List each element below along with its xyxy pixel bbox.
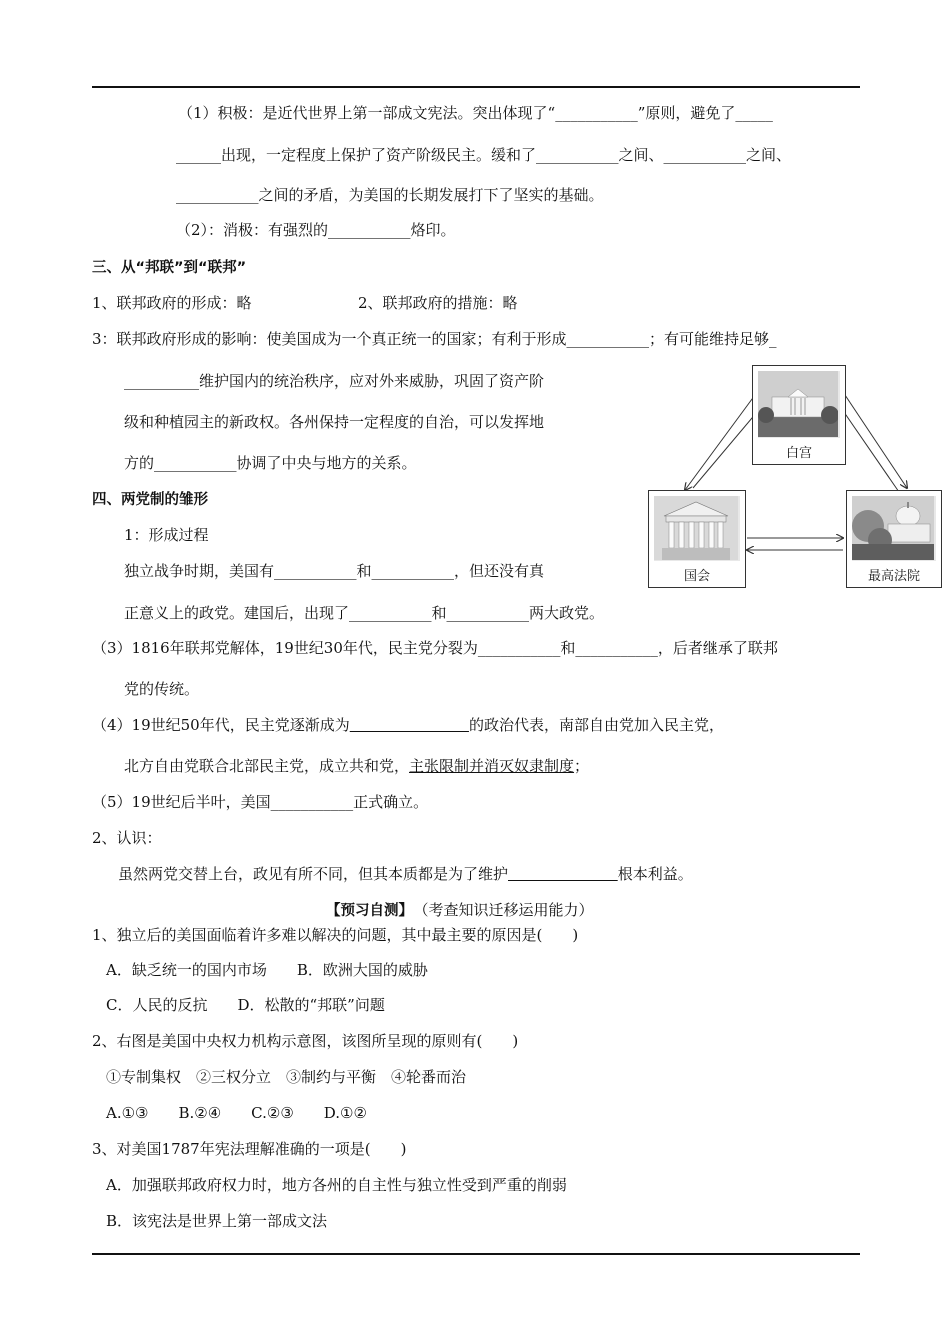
text-line: __________维护国内的统治秩序，应对外来威胁，巩固了资产阶 bbox=[124, 372, 545, 390]
section-heading: 四、两党制的雏形 bbox=[92, 492, 208, 508]
text-line: 1：形成过程 bbox=[124, 526, 209, 544]
text-span: （4）19世纪50年代，民主党逐渐成为 bbox=[92, 716, 350, 734]
text-span: 根本利益。 bbox=[617, 865, 693, 883]
congress-node bbox=[648, 490, 746, 588]
text-span: 的政治代表，南部自由党加入民主党， bbox=[468, 716, 724, 734]
question-line: 1、独立后的美国面临着许多难以解决的问题，其中最主要的原因是( ) bbox=[92, 926, 579, 944]
congress-image bbox=[654, 496, 740, 561]
arrow-court-to-whitehouse bbox=[837, 402, 899, 492]
text-span: ； bbox=[574, 757, 590, 775]
text-span: 北方自由党联合北部民主党，成立共和党， bbox=[124, 757, 410, 775]
section-heading: 三、从“邦联”到“联邦” bbox=[92, 260, 247, 276]
text-line: 独立战争时期，美国有___________和___________，但还没有真 bbox=[124, 562, 545, 580]
text-line bbox=[124, 756, 589, 776]
text-line: 1、联邦政府的形成：略 bbox=[92, 294, 252, 312]
text-line bbox=[118, 864, 693, 884]
supreme-court-image bbox=[852, 496, 936, 561]
text-line: ___________之间的矛盾，为美国的长期发展打下了坚实的基础。 bbox=[176, 186, 604, 204]
option-line: C．人民的反抗 D．松散的“邦联”问题 bbox=[106, 996, 385, 1014]
text-line: 3：联邦政府形成的影响：使美国成为一个真正统一的国家；有利于形成___________；有可能维持足够_ bbox=[92, 330, 777, 348]
arrow-whitehouse-to-congress bbox=[685, 395, 755, 490]
answer-blank bbox=[350, 716, 469, 734]
answer-blank bbox=[508, 865, 618, 883]
top-rule bbox=[92, 86, 860, 88]
text-line: 党的传统。 bbox=[124, 680, 200, 698]
supreme-court-label: 最高法院 bbox=[867, 569, 920, 584]
question-line: 3、对美国1787年宪法理解准确的一项是( ) bbox=[92, 1140, 407, 1158]
arrow-whitehouse-to-court bbox=[845, 395, 907, 488]
bottom-rule bbox=[92, 1253, 860, 1255]
text-line: ______出现，一定程度上保护了资产阶级民主。缓和了___________之间、___________之间、 bbox=[176, 146, 792, 164]
white-house-label: 白宫 bbox=[785, 446, 812, 461]
text-line: 2、联邦政府的措施：略 bbox=[358, 294, 518, 312]
heading-note: （考查知识迁移运用能力） bbox=[421, 901, 594, 919]
option-line: A．加强联邦政府权力时，地方各州的自主性与独立性受到严重的削弱 bbox=[106, 1176, 567, 1194]
question-line: 2、右图是美国中央权力机构示意图，该图所呈现的原则有( ) bbox=[92, 1032, 519, 1050]
underlined-text: 主张限制并消灭奴隶制度 bbox=[409, 757, 575, 775]
text-line: 2、认识： bbox=[92, 829, 162, 847]
option-line: A．缺乏统一的国内市场 B．欧洲大国的威胁 bbox=[106, 961, 428, 979]
white-house-node bbox=[752, 365, 846, 465]
text-line: （2）：消极：有强烈的___________烙印。 bbox=[176, 221, 456, 239]
congress-label: 国会 bbox=[683, 569, 710, 584]
text-span: 虽然两党交替上台，政见有所不同，但其本质都是为了维护 bbox=[118, 865, 509, 883]
section-heading bbox=[326, 900, 594, 921]
option-line: ①专制集权 ②三权分立 ③制约与平衡 ④轮番而治 bbox=[106, 1068, 467, 1086]
text-line: 方的___________协调了中央与地方的关系。 bbox=[124, 454, 417, 472]
government-diagram bbox=[645, 360, 945, 590]
text-line: 级和种植园主的新政权。各州保持一定程度的自治，可以发挥地 bbox=[124, 413, 545, 431]
text-line: （5）19世纪后半叶，美国___________正式确立。 bbox=[92, 793, 429, 811]
supreme-court-node bbox=[846, 490, 942, 588]
text-line bbox=[92, 715, 724, 735]
text-line: 正意义上的政党。建国后，出现了___________和___________两大政党。 bbox=[124, 604, 605, 622]
text-line: （3）1816年联邦党解体，19世纪30年代，民主党分裂为___________和___________，后者继承了联邦 bbox=[92, 639, 778, 657]
option-line: A.①③ B.②④ C.②③ D.①② bbox=[106, 1104, 367, 1122]
text-line: （1）积极：是近代世界上第一部成文宪法。突出体现了“___________”原则，避免了_____ bbox=[178, 104, 773, 122]
option-line: B．该宪法是世界上第一部成文法 bbox=[106, 1212, 328, 1230]
heading-bold: 【预习自测】 bbox=[326, 903, 413, 919]
white-house-image bbox=[758, 371, 840, 438]
